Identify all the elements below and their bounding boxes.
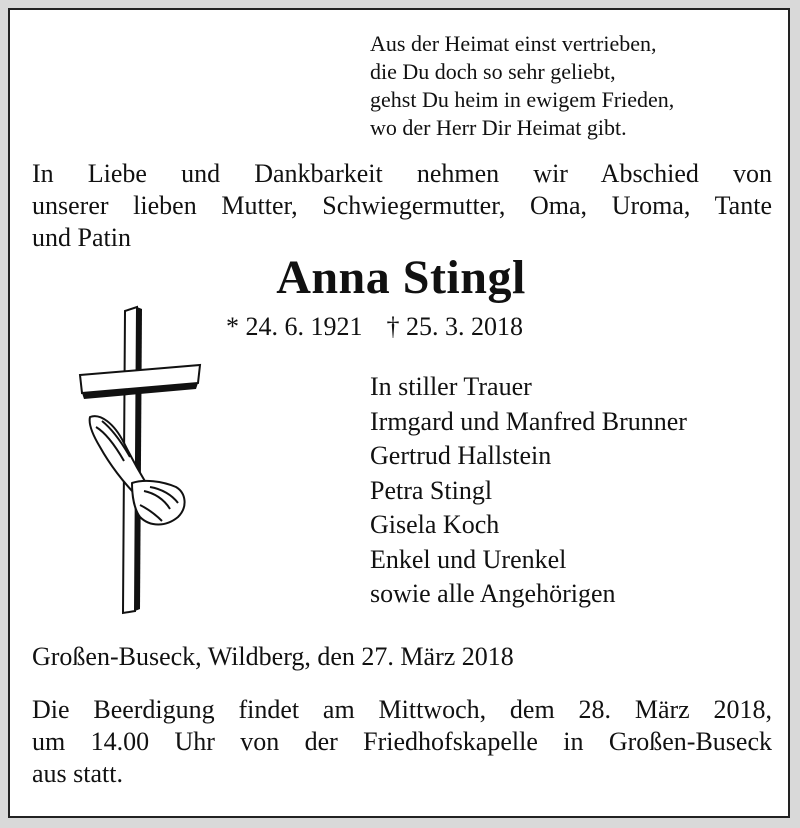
mourner-line: In stiller Trauer bbox=[370, 372, 532, 401]
intro-text bbox=[32, 158, 772, 254]
mourner-line: Petra Stingl bbox=[370, 475, 493, 505]
poem bbox=[370, 30, 674, 142]
mourner-line: Enkel und Urenkel bbox=[370, 544, 567, 574]
obituary-notice bbox=[8, 8, 790, 818]
mourner-line: Gertrud Hallstein bbox=[370, 441, 552, 470]
funeral-line: Die Beerdigung findet am Mittwoch, dem 28. März 2018, bbox=[32, 695, 772, 724]
poem-line: die Du doch so sehr geliebt, bbox=[370, 59, 616, 84]
mourner-line: Irmgard und Manfred Brunner bbox=[370, 406, 687, 436]
mourner-line: Gisela Koch bbox=[370, 510, 500, 539]
intro-line: unserer lieben Mutter, Schwiegermutter, Oma, Uroma, Tante bbox=[32, 191, 772, 220]
place-date: Großen-Buseck, Wildberg, den 27. März 2018 bbox=[32, 642, 514, 671]
funeral-line: aus statt. bbox=[32, 759, 123, 788]
mourners-list bbox=[370, 370, 687, 612]
poem-line: wo der Herr Dir Heimat gibt. bbox=[370, 115, 627, 140]
cross-icon bbox=[70, 295, 210, 615]
poem-line: Aus der Heimat einst vertrieben, bbox=[370, 31, 657, 56]
life-dates bbox=[226, 312, 523, 342]
intro-line: und Patin bbox=[32, 223, 131, 252]
funeral-line: um 14.00 Uhr von der Friedhofskapelle in Großen-Buseck bbox=[32, 727, 772, 756]
funeral-info bbox=[32, 694, 772, 790]
deceased-name: Anna Stingl bbox=[276, 251, 526, 304]
mourner-line: sowie alle Angehörigen bbox=[370, 579, 616, 608]
poem-line: gehst Du heim in ewigem Frieden, bbox=[370, 87, 675, 112]
death-date: † 25. 3. 2018 bbox=[386, 312, 523, 341]
intro-line: In Liebe und Dankbarkeit nehmen wir Abschied von bbox=[32, 159, 772, 188]
birth-date: * 24. 6. 1921 bbox=[226, 312, 363, 341]
